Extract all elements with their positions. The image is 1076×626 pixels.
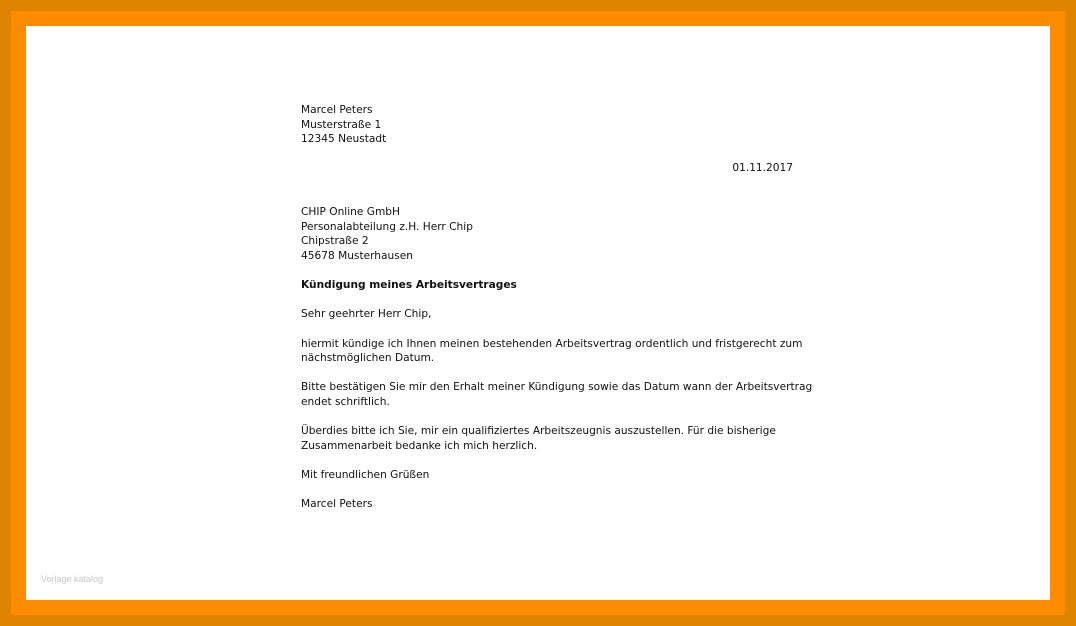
paragraph-line: Bitte bestätigen Sie mir den Erhalt meiner Kündigung sowie das Datum wann der Arbeitsvertrag — [301, 381, 813, 394]
spacer — [301, 409, 793, 424]
recipient-company: CHIP Online GmbH — [301, 206, 401, 219]
paragraph-line: hiermit kündige ich Ihnen meinen bestehenden Arbeitsvertrag ordentlich und fristgerecht zum — [301, 337, 803, 350]
recipient-city: 45678 Musterhausen — [301, 249, 413, 262]
letter-date: 01.11.2017 — [732, 162, 793, 175]
closing: Mit freundlichen Grüßen — [301, 468, 430, 481]
spacer — [301, 482, 793, 497]
spacer — [301, 176, 793, 191]
letter-body — [301, 103, 813, 512]
spacer — [301, 453, 793, 468]
recipient-street: Chipstraße 2 — [301, 235, 369, 248]
sender-city: 12345 Neustadt — [301, 133, 387, 146]
recipient-department: Personalabteilung z.H. Herr Chip — [301, 220, 473, 233]
spacer — [301, 147, 793, 162]
recipient-address — [301, 205, 793, 263]
salutation: Sehr geehrter Herr Chip, — [301, 308, 432, 321]
paragraph-3 — [301, 424, 793, 453]
sender-name: Marcel Peters — [301, 104, 373, 116]
spacer — [301, 322, 793, 337]
spacer — [301, 293, 793, 308]
watermark: Vorlage katalog — [41, 574, 104, 584]
paragraph-line: nächstmöglichen Datum. — [301, 352, 435, 365]
paragraph-line: endet schriftlich. — [301, 395, 390, 408]
letter-page — [26, 26, 1050, 600]
signature: Marcel Peters — [301, 498, 373, 511]
spacer — [301, 191, 793, 206]
paragraph-2 — [301, 380, 813, 409]
sender-address — [301, 103, 793, 147]
spacer — [301, 264, 793, 279]
paragraph-line: Überdies bitte ich Sie, mir ein qualifiziertes Arbeitszeugnis auszustellen. Für die bisherige — [301, 425, 776, 438]
spacer — [301, 366, 793, 381]
paragraph-1 — [301, 337, 803, 366]
paragraph-line: Zusammenarbeit bedanke ich mich herzlich. — [301, 439, 538, 452]
letter-subject: Kündigung meines Arbeitsvertrages — [301, 279, 517, 292]
sender-street: Musterstraße 1 — [301, 118, 382, 131]
